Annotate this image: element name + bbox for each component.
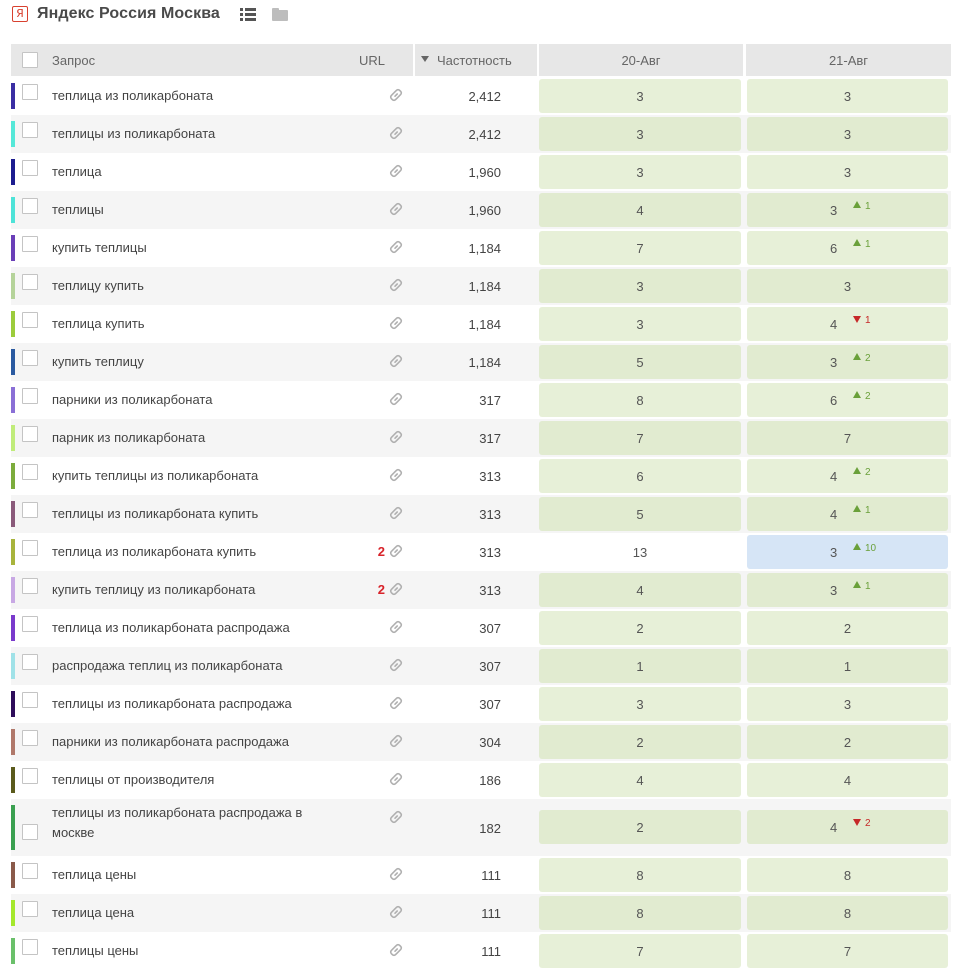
row-checkbox[interactable]: [22, 350, 38, 366]
position-value: 3: [636, 697, 644, 712]
row-checkbox[interactable]: [22, 824, 38, 840]
row-checkbox[interactable]: [22, 730, 38, 746]
position-delta: 2: [865, 467, 871, 478]
position-value: 7: [843, 944, 852, 959]
position-cell-date1[interactable]: [539, 383, 741, 417]
query-color-marker: [11, 900, 15, 926]
query-color-marker: [11, 159, 15, 185]
position-change: [853, 201, 871, 213]
position-cell-date1[interactable]: [539, 79, 741, 113]
page-title: Яндекс Россия Москва: [37, 5, 220, 22]
row-checkbox[interactable]: [22, 84, 38, 100]
column-date-2[interactable]: 21-Авг: [746, 44, 951, 76]
row-checkbox[interactable]: [22, 274, 38, 290]
position-cell-date1[interactable]: [539, 345, 741, 379]
arrow-down-icon: [853, 819, 861, 826]
header-frequency-cell[interactable]: [415, 44, 537, 76]
position-value: 6: [636, 469, 644, 484]
frequency-value: 111: [481, 906, 501, 921]
position-cell-date2[interactable]: [747, 269, 948, 303]
position-cell-date2[interactable]: [747, 763, 948, 797]
list-view-icon[interactable]: [240, 8, 256, 21]
row-checkbox[interactable]: [22, 236, 38, 252]
query-text: купить теплицу из поликарбоната: [52, 582, 256, 597]
query-text: купить теплицы: [52, 240, 147, 255]
position-cell-date2[interactable]: [747, 896, 948, 930]
arrow-up-icon: [853, 201, 861, 208]
link-icon[interactable]: [388, 315, 404, 331]
position-value: 8: [636, 868, 644, 883]
position-cell-date2[interactable]: [747, 858, 948, 892]
table-row[interactable]: [11, 229, 951, 267]
frequency-value: 2,412: [468, 89, 501, 104]
position-value: 3: [636, 165, 644, 180]
query-text: теплицы из поликарбоната распродажа в москве: [52, 805, 303, 840]
position-cell-date2[interactable]: [747, 725, 948, 759]
table-row[interactable]: [11, 305, 951, 343]
position-value: 4: [636, 583, 644, 598]
position-cell-date2[interactable]: [747, 687, 948, 721]
row-checkbox[interactable]: [22, 654, 38, 670]
link-icon[interactable]: [388, 239, 404, 255]
position-value: 8: [843, 868, 852, 883]
position-cell-date1[interactable]: [539, 269, 741, 303]
link-icon[interactable]: [388, 809, 404, 825]
query-color-marker: [11, 615, 15, 641]
query-color-marker: [11, 577, 15, 603]
arrow-up-icon: [853, 391, 861, 398]
position-cell-date2[interactable]: [747, 497, 948, 531]
position-cell-date1[interactable]: [539, 687, 741, 721]
position-cell-date1[interactable]: [539, 649, 741, 683]
table-row[interactable]: [11, 533, 951, 571]
folder-icon[interactable]: [272, 8, 288, 21]
position-cell-date1[interactable]: [539, 611, 741, 645]
query-color-marker: [11, 273, 15, 299]
query-text: теплица из поликарбоната: [52, 88, 214, 103]
row-checkbox[interactable]: [22, 312, 38, 328]
query-color-marker: [11, 463, 15, 489]
query-color-marker: [11, 767, 15, 793]
table-row[interactable]: [11, 495, 951, 533]
position-value: 6: [830, 241, 838, 256]
link-icon[interactable]: [388, 467, 404, 483]
table-row[interactable]: [11, 856, 951, 894]
position-cell-date2[interactable]: [747, 383, 948, 417]
position-value: 7: [843, 431, 852, 446]
position-value: 5: [636, 355, 644, 370]
frequency-value: 307: [479, 697, 501, 712]
query-color-marker: [11, 311, 15, 337]
query-color-marker: [11, 691, 15, 717]
url-warning-count: 2: [377, 582, 385, 597]
link-icon[interactable]: [388, 391, 404, 407]
table-row[interactable]: [11, 153, 951, 191]
query-text: теплица из поликарбоната купить: [52, 544, 257, 559]
frequency-value: 317: [479, 431, 501, 446]
query-text: парник из поликарбоната: [52, 430, 206, 445]
position-cell-date2[interactable]: [747, 117, 948, 151]
position-value: 2: [636, 735, 644, 750]
position-value: 3: [830, 355, 838, 370]
position-value: 3: [830, 583, 838, 598]
query-color-marker: [11, 539, 15, 565]
position-cell-date1[interactable]: [539, 497, 741, 531]
sort-desc-icon: [421, 56, 429, 62]
frequency-value: 1,184: [468, 355, 501, 370]
query-text: парники из поликарбоната распродажа: [52, 734, 289, 749]
link-icon[interactable]: [388, 163, 404, 179]
link-icon[interactable]: [388, 942, 404, 958]
frequency-value: 1,184: [468, 279, 501, 294]
row-checkbox[interactable]: [22, 616, 38, 632]
row-checkbox[interactable]: [22, 502, 38, 518]
position-value: 5: [636, 507, 644, 522]
position-change: [853, 315, 871, 327]
link-icon[interactable]: [388, 866, 404, 882]
query-text: теплицы из поликарбоната распродажа: [52, 696, 292, 711]
query-color-marker: [11, 862, 15, 888]
position-value: 3: [636, 279, 644, 294]
row-checkbox[interactable]: [22, 578, 38, 594]
position-cell-date1[interactable]: [539, 421, 741, 455]
frequency-value: 1,184: [468, 241, 501, 256]
position-value: 4: [636, 203, 644, 218]
position-value: 2: [843, 735, 852, 750]
frequency-value: 2,412: [468, 127, 501, 142]
position-value: 4: [636, 773, 644, 788]
position-cell-date2[interactable]: [747, 934, 948, 968]
query-text: теплица из поликарбоната распродажа: [52, 620, 290, 635]
position-cell-date2[interactable]: [747, 573, 948, 607]
position-value: 8: [843, 906, 852, 921]
arrow-up-icon: [853, 239, 861, 246]
table-header: [11, 44, 951, 76]
position-change: [853, 505, 871, 517]
row-checkbox[interactable]: [22, 464, 38, 480]
row-checkbox[interactable]: [22, 160, 38, 176]
link-icon[interactable]: [388, 581, 404, 597]
position-value: 3: [843, 89, 852, 104]
position-cell-date1[interactable]: [539, 763, 741, 797]
position-change: [853, 543, 876, 555]
position-value: 4: [830, 820, 838, 835]
position-value: 7: [636, 431, 644, 446]
query-text: парники из поликарбоната: [52, 392, 213, 407]
query-text: теплицы из поликарбоната: [52, 126, 216, 141]
frequency-value: 307: [479, 621, 501, 636]
table-row[interactable]: [11, 191, 951, 229]
table-row[interactable]: [11, 457, 951, 495]
position-change: [853, 391, 871, 403]
table-row[interactable]: [11, 685, 951, 723]
position-delta: 1: [865, 505, 871, 516]
position-value: 8: [636, 393, 644, 408]
link-icon[interactable]: [388, 733, 404, 749]
link-icon[interactable]: [388, 771, 404, 787]
query-color-marker: [11, 425, 15, 451]
query-text: теплицы из поликарбоната купить: [52, 506, 259, 521]
position-change: [853, 239, 871, 251]
query-color-marker: [11, 653, 15, 679]
link-icon[interactable]: [388, 429, 404, 445]
query-text: теплица цена: [52, 905, 135, 920]
link-icon[interactable]: [388, 657, 404, 673]
position-value: 3: [636, 317, 644, 332]
position-value: 3: [843, 279, 852, 294]
query-color-marker: [11, 235, 15, 261]
page-header: [12, 2, 288, 26]
frequency-value: 186: [479, 773, 501, 788]
position-cell-date2[interactable]: [747, 345, 948, 379]
yandex-logo: Я: [12, 6, 28, 22]
position-cell-date1[interactable]: [539, 459, 741, 493]
query-text: купить теплицы из поликарбоната: [52, 468, 259, 483]
position-cell-date1[interactable]: [539, 193, 741, 227]
column-url-label[interactable]: URL: [359, 53, 386, 68]
position-value: 2: [636, 621, 644, 636]
link-icon[interactable]: [388, 87, 404, 103]
position-value: 2: [843, 621, 852, 636]
header-query-cell: [11, 44, 413, 76]
frequency-value: 313: [479, 469, 501, 484]
position-value: 7: [636, 241, 644, 256]
link-icon[interactable]: [388, 505, 404, 521]
table-row[interactable]: [11, 894, 951, 932]
row-checkbox[interactable]: [22, 692, 38, 708]
frequency-value: 1,960: [468, 203, 501, 218]
position-cell-date2[interactable]: [747, 307, 948, 341]
table-row[interactable]: [11, 419, 951, 457]
frequency-value: 313: [479, 507, 501, 522]
frequency-value: 313: [479, 583, 501, 598]
position-value: 3: [636, 127, 644, 142]
column-query-label[interactable]: Запрос: [52, 53, 96, 68]
position-delta: 1: [865, 201, 871, 212]
arrow-up-icon: [853, 543, 861, 550]
table-row[interactable]: [11, 799, 951, 856]
query-text: теплица цены: [52, 867, 137, 882]
row-checkbox[interactable]: [22, 198, 38, 214]
link-icon[interactable]: [388, 904, 404, 920]
query-color-marker: [11, 121, 15, 147]
query-text: купить теплицу: [52, 354, 144, 369]
position-cell-date2[interactable]: [747, 193, 948, 227]
position-cell-date2[interactable]: [747, 535, 948, 569]
position-cell-date2[interactable]: [747, 810, 948, 844]
link-icon[interactable]: [388, 619, 404, 635]
position-delta: 1: [865, 315, 871, 326]
position-cell-date1[interactable]: [539, 231, 741, 265]
position-cell-date1[interactable]: [539, 896, 741, 930]
position-value: 13: [632, 545, 648, 560]
link-icon[interactable]: [388, 543, 404, 559]
frequency-value: 111: [481, 868, 501, 883]
table-row[interactable]: [11, 571, 951, 609]
column-date-1[interactable]: 20-Авг: [539, 44, 743, 76]
row-checkbox[interactable]: [22, 122, 38, 138]
position-value: 1: [636, 659, 644, 674]
position-cell-date1[interactable]: [539, 858, 741, 892]
query-color-marker: [11, 349, 15, 375]
row-checkbox[interactable]: [22, 901, 38, 917]
frequency-value: 1,960: [468, 165, 501, 180]
url-warning-count: 2: [377, 544, 385, 559]
query-text: теплицу купить: [52, 278, 144, 293]
frequency-value: 313: [479, 545, 501, 560]
table-row[interactable]: [11, 115, 951, 153]
position-value: 1: [843, 659, 852, 674]
position-value: 2: [636, 820, 644, 835]
query-color-marker: [11, 197, 15, 223]
frequency-value: 304: [479, 735, 501, 750]
position-cell-date2[interactable]: [747, 155, 948, 189]
position-cell-date1[interactable]: [539, 535, 741, 569]
row-checkbox[interactable]: [22, 388, 38, 404]
position-cell-date1[interactable]: [539, 725, 741, 759]
link-icon[interactable]: [388, 277, 404, 293]
position-value: 3: [843, 697, 852, 712]
arrow-up-icon: [853, 353, 861, 360]
query-color-marker: [11, 805, 15, 850]
link-icon[interactable]: [388, 125, 404, 141]
position-delta: 10: [865, 543, 877, 554]
link-icon[interactable]: [388, 695, 404, 711]
frequency-value: 111: [481, 944, 501, 959]
position-cell-date2[interactable]: [747, 649, 948, 683]
query-color-marker: [11, 501, 15, 527]
table-row[interactable]: [11, 761, 951, 799]
row-checkbox[interactable]: [22, 768, 38, 784]
query-color-marker: [11, 938, 15, 964]
link-icon[interactable]: [388, 353, 404, 369]
position-value: 4: [830, 507, 838, 522]
position-change: [853, 467, 871, 479]
arrow-up-icon: [853, 505, 861, 512]
arrow-up-icon: [853, 467, 861, 474]
position-value: 6: [830, 393, 838, 408]
position-value: 8: [636, 906, 644, 921]
position-delta: 1: [865, 581, 871, 592]
frequency-value: 307: [479, 659, 501, 674]
row-checkbox[interactable]: [22, 939, 38, 955]
arrow-up-icon: [853, 581, 861, 588]
position-value: 4: [830, 317, 838, 332]
row-checkbox[interactable]: [22, 426, 38, 442]
position-cell-date1[interactable]: [539, 934, 741, 968]
query-text: теплицы цены: [52, 943, 139, 958]
position-cell-date1[interactable]: [539, 117, 741, 151]
select-all-checkbox[interactable]: [22, 52, 38, 68]
position-cell-date2[interactable]: [747, 421, 948, 455]
position-delta: 2: [865, 818, 871, 829]
table-row[interactable]: [11, 647, 951, 685]
query-color-marker: [11, 83, 15, 109]
column-frequency-label: Частотность: [437, 53, 512, 68]
table-row[interactable]: [11, 343, 951, 381]
table-row[interactable]: [11, 267, 951, 305]
position-change: [853, 353, 871, 365]
position-value: 3: [636, 89, 644, 104]
position-cell-date2[interactable]: [747, 459, 948, 493]
query-text: теплица: [52, 164, 102, 179]
table-row[interactable]: [11, 609, 951, 647]
row-checkbox[interactable]: [22, 863, 38, 879]
position-value: 4: [830, 469, 838, 484]
position-value: 4: [843, 773, 852, 788]
arrow-down-icon: [853, 316, 861, 323]
row-checkbox[interactable]: [22, 540, 38, 556]
query-color-marker: [11, 387, 15, 413]
table-row[interactable]: [11, 723, 951, 761]
frequency-value: 182: [479, 821, 501, 836]
query-text: теплицы: [52, 202, 104, 217]
position-value: 3: [830, 545, 838, 560]
position-cell-date1[interactable]: [539, 810, 741, 844]
query-text: теплицы от производителя: [52, 772, 215, 787]
frequency-value: 317: [479, 393, 501, 408]
position-change: [853, 581, 871, 593]
table-row[interactable]: [11, 77, 951, 115]
position-change: [853, 818, 871, 830]
position-cell-date2[interactable]: [747, 611, 948, 645]
position-delta: 2: [865, 391, 871, 402]
query-text: теплица купить: [52, 316, 145, 331]
link-icon[interactable]: [388, 201, 404, 217]
position-value: 3: [830, 203, 838, 218]
position-value: 3: [843, 127, 852, 142]
position-cell-date1[interactable]: [539, 573, 741, 607]
table-row[interactable]: [11, 381, 951, 419]
position-delta: 2: [865, 353, 871, 364]
query-color-marker: [11, 729, 15, 755]
position-cell-date1[interactable]: [539, 307, 741, 341]
table-row[interactable]: [11, 932, 951, 970]
frequency-value: 1,184: [468, 317, 501, 332]
query-text: распродажа теплиц из поликарбоната: [52, 658, 283, 673]
position-cell-date2[interactable]: [747, 79, 948, 113]
position-delta: 1: [865, 239, 871, 250]
position-value: 3: [843, 165, 852, 180]
position-cell-date1[interactable]: [539, 155, 741, 189]
position-value: 7: [636, 944, 644, 959]
position-cell-date2[interactable]: [747, 231, 948, 265]
